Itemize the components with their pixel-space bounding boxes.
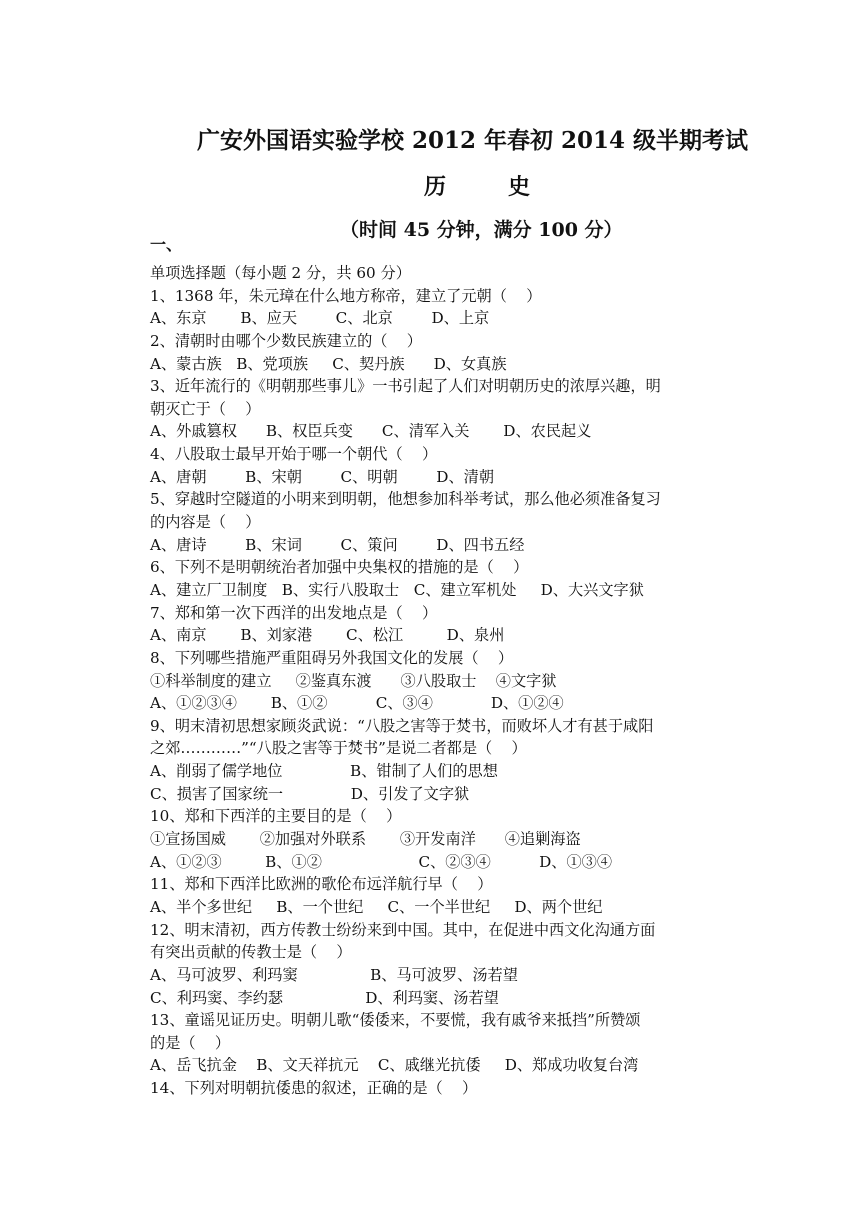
time-info: （时间 45 分钟，满分 100 分）: [340, 219, 623, 241]
subject-char-left: 历: [424, 174, 447, 200]
subject-char-right: 史: [508, 174, 531, 200]
question-line: 13、童谣见证历史。明朝儿歌“倭倭来，不要慌，我有戚爷来抵挡”所赞颂: [150, 1011, 641, 1030]
question-line: 的是（ ）: [150, 1033, 231, 1052]
answer-options: C、利玛窦、李约瑟 D、利玛窦、汤若望: [150, 988, 499, 1007]
subject-heading: [424, 170, 530, 201]
question-line: 有突出贡献的传教士是（ ）: [150, 943, 352, 962]
answer-options: A、削弱了儒学地位 B、钳制了人们的思想: [150, 762, 498, 781]
question-line: 1、1368 年，朱元璋在什么地方称帝，建立了元朝（ ）: [150, 286, 542, 305]
question-line: 之郊…………”“八股之害等于焚书”是说二者都是（ ）: [150, 739, 527, 758]
answer-options: A、半个多世纪 B、一个世纪 C、一个半世纪 D、两个世纪: [150, 897, 603, 916]
section-heading: 单项选择题（每小题 2 分，共 60 分）: [150, 264, 411, 282]
answer-options: A、建立厂卫制度 B、实行八股取士 C、建立军机处 D、大兴文字狱: [150, 580, 644, 599]
question-line: 9、明末清初思想家顾炎武说：“八股之害等于焚书，而败坏人才有甚于咸阳: [150, 716, 654, 735]
statement-options: ①宣扬国威 ②加强对外联系 ③开发南洋 ④追剿海盗: [150, 830, 581, 849]
section-number: 一、: [150, 235, 183, 254]
question-line: 6、下列不是明朝统治者加强中央集权的措施的是（ ）: [150, 558, 529, 577]
answer-options: C、损害了国家统一 D、引发了文字狱: [150, 784, 470, 803]
question-line: 2、清朝时由哪个少数民族建立的（ ）: [150, 331, 422, 350]
question-list: [150, 262, 730, 1100]
question-line: 10、郑和下西洋的主要目的是（ ）: [150, 807, 402, 826]
answer-options: A、岳飞抗金 B、文天祥抗元 C、戚继光抗倭 D、郑成功收复台湾: [150, 1056, 639, 1075]
question-line: 4、八股取士最早开始于哪一个朝代（ ）: [150, 445, 438, 464]
question-line: 5、穿越时空隧道的小明来到明朝，他想参加科举考试，那么他必须准备复习: [150, 490, 661, 509]
statement-options: ①科举制度的建立 ②鉴真东渡 ③八股取士 ④文字狱: [150, 671, 557, 690]
answer-options: A、①②③ B、①② C、②③④ D、①③④: [150, 852, 613, 871]
answer-options: A、东京 B、应天 C、北京 D、上京: [150, 309, 490, 328]
question-line: 的内容是（ ）: [150, 513, 261, 532]
question-line: 3、近年流行的《明朝那些事儿》一书引起了人们对明朝历史的浓厚兴趣，明: [150, 377, 661, 396]
answer-options: A、外戚篡权 B、权臣兵变 C、清军入关 D、农民起义: [150, 422, 592, 441]
answer-options: A、蒙古族 B、党项族 C、契丹族 D、女真族: [150, 354, 507, 373]
answer-options: A、①②③④ B、①② C、③④ D、①②④: [150, 694, 564, 713]
question-line: 8、下列哪些措施严重阻碍另外我国文化的发展（ ）: [150, 648, 514, 667]
question-line: 7、郑和第一次下西洋的出发地点是（ ）: [150, 603, 438, 622]
question-line: 11、郑和下西洋比欧洲的歌伦布远洋航行早（ ）: [150, 875, 493, 894]
exam-title: 广安外国语实验学校 2012 年春初 2014 级半期考试: [197, 127, 749, 154]
question-line: 朝灭亡于（ ）: [150, 399, 261, 418]
answer-options: A、唐诗 B、宋词 C、策问 D、四书五经: [150, 535, 525, 554]
answer-options: A、马可波罗、利玛窦 B、马可波罗、汤若望: [150, 965, 518, 984]
question-line: 12、明末清初，西方传教士纷纷来到中国。其中，在促进中西文化沟通方面: [150, 920, 656, 939]
answer-options: A、南京 B、刘家港 C、松江 D、泉州: [150, 626, 505, 645]
answer-options: A、唐朝 B、宋朝 C、明朝 D、清朝: [150, 467, 495, 486]
question-line: 14、下列对明朝抗倭患的叙述，正确的是（ ）: [150, 1079, 478, 1098]
